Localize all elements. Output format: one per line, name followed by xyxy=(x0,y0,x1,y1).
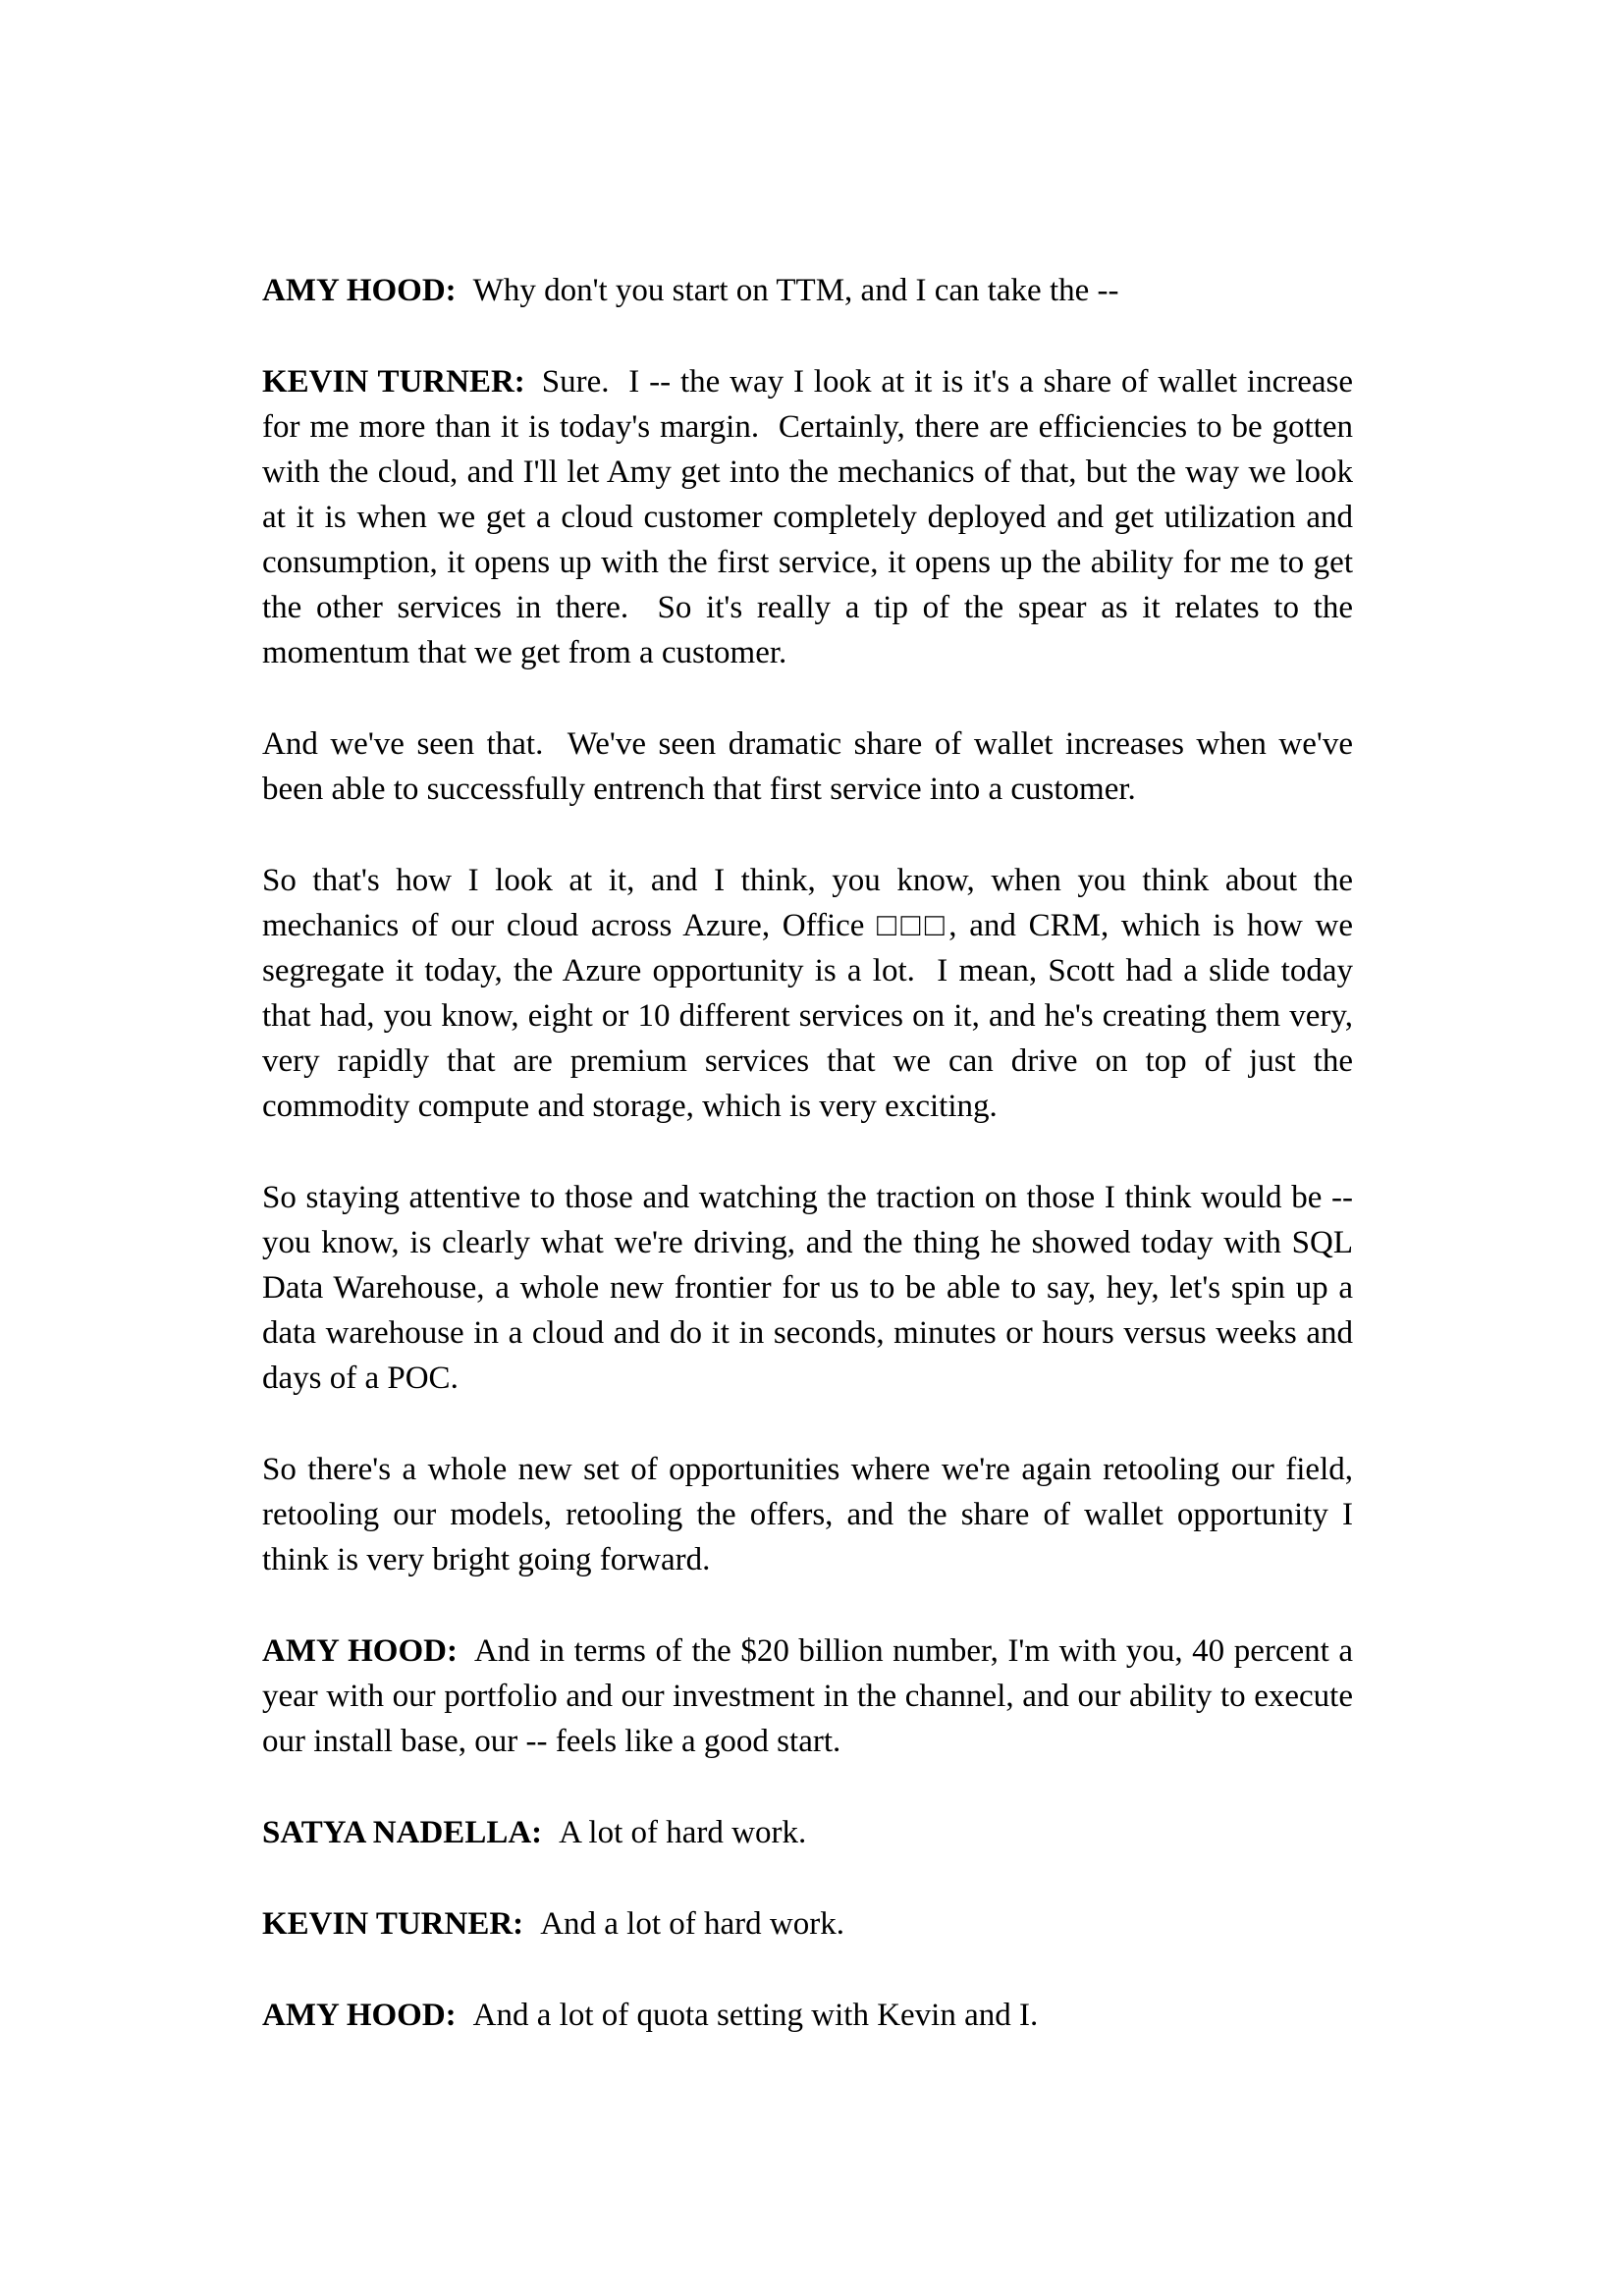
speaker-label: KEVIN TURNER: xyxy=(262,364,525,400)
transcript-paragraph xyxy=(262,268,1353,313)
paragraph-text: Sure. I -- the way I look at it is it's a share of wallet increase for me more than it is today's margin. Certainly, there are efficiencies to be gotten with the cloud, and I'll let Amy get into the mechanics of that, but the way we look at it is when we get a cloud customer completely deployed and get utilization and consumption, it opens up with the first service, it opens up the ability for me to get the other services in there. So it's really a tip of the spear as it relates to the momentum that we get from a customer. xyxy=(262,364,1362,670)
paragraph-text: Why don't you start on TTM, and I can take the -- xyxy=(472,273,1119,308)
transcript-paragraph xyxy=(262,359,1362,675)
transcript-paragraph xyxy=(262,858,1362,1129)
paragraph-text: So staying attentive to those and watching the traction on those I think would be -- you know, is clearly what we're driving, and the thing he showed today with SQL Data Warehouse, a whole new frontier for us to be able to say, hey, let's spin up a data warehouse in a cloud and do it in seconds, minutes or hours versus weeks and days of a POC. xyxy=(262,1180,1362,1396)
transcript-paragraph xyxy=(262,1901,1353,1947)
paragraph-text: So there's a whole new set of opportunities where we're again retooling our field, retooling our models, retooling the offers, and the share of wallet opportunity I think is very bright going forward. xyxy=(262,1452,1362,1577)
speaker-label: AMY HOOD: xyxy=(262,273,457,308)
paragraph-text: And in terms of the $20 billion number, I'm with you, 40 percent a year with our portfolio and our investment in the channel, and our ability to execute our install base, our -- feels like a good start. xyxy=(262,1633,1362,1759)
paragraph-text: And we've seen that. We've seen dramatic share of wallet increases when we've been able to successfully entrench that first service into a customer. xyxy=(262,726,1362,807)
paragraph-text: A lot of hard work. xyxy=(559,1815,807,1850)
transcript-paragraph xyxy=(262,1175,1362,1401)
speaker-label: KEVIN TURNER: xyxy=(262,1906,524,1942)
speaker-label: SATYA NADELLA: xyxy=(262,1815,543,1850)
paragraph-text: So that's how I look at it, and I think, you know, when you think about the mechanics of our cloud across Azure, Office □□□, and CRM, which is how we segregate it today, the Azure opportunity is a lot. I mean, Scott had a slide today that had, you know, eight or 10 different services on it, and he's creating them very, very rapidly that are premium services that we can drive on top of just the commodity compute and storage, which is very exciting. xyxy=(262,863,1362,1124)
paragraph-text: And a lot of quota setting with Kevin and I. xyxy=(472,1998,1039,2033)
speaker-label: AMY HOOD: xyxy=(262,1633,458,1669)
transcript-paragraph xyxy=(262,721,1362,812)
paragraph-text: And a lot of hard work. xyxy=(540,1906,844,1942)
transcript-paragraph xyxy=(262,1993,1353,2038)
transcript-paragraph xyxy=(262,1810,1353,1855)
speaker-label: AMY HOOD: xyxy=(262,1998,457,2033)
transcript-paragraph xyxy=(262,1629,1362,1764)
transcript-paragraph xyxy=(262,1447,1362,1582)
